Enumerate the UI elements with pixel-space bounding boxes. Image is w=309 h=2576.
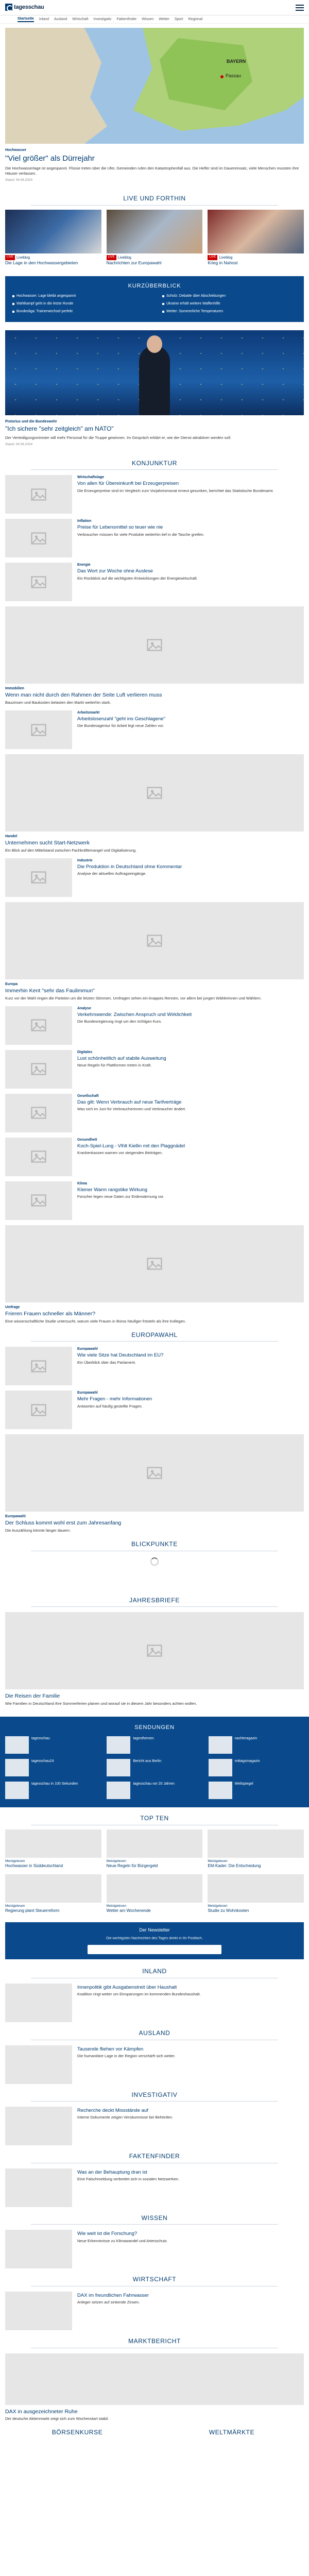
article-topline: Digitales [77, 1050, 93, 1054]
card-headline[interactable]: Hochwasser in Süddeutschland [5, 1863, 63, 1869]
map-marker-icon [220, 75, 224, 78]
card-topline: Meistgelesen [208, 1904, 228, 1908]
show-thumbnail [209, 1759, 232, 1776]
article-teaser[interactable] [0, 1050, 309, 1089]
article-topline: Arbeitsmarkt [77, 711, 100, 715]
marktbericht-section-header [0, 2337, 309, 2348]
sendungen-title: SENDUNGEN [134, 1724, 175, 1731]
show-thumbnail [5, 1759, 29, 1776]
article-text: Kurz vor der Wahl ringen die Parteien um die letzten Stimmen. Umfragen sehen ein knappes Rennen, vor allem bei jungen Wählerinnen und Wählern. [5, 995, 262, 1001]
live-badge: LIVE [107, 255, 116, 260]
article-text: Der deutsche Aktienmarkt zeigt sich zum Wochenstart stabil. [5, 2416, 109, 2421]
lead-teaser[interactable] [0, 144, 309, 188]
article-text: Ein Überblick über das Parlament. [77, 1360, 136, 1365]
article-teaser[interactable] [0, 710, 309, 749]
article-headline[interactable]: DAX in ausgezeichneter Ruhe [5, 2408, 78, 2415]
nav-item-wetter[interactable]: Wetter [159, 17, 169, 21]
market-split [0, 2429, 309, 2437]
image-placeholder-icon [5, 606, 304, 684]
newsletter-email-field[interactable] [88, 1945, 221, 1954]
live-image [107, 210, 203, 253]
article-headline[interactable]: Koch-Spiel-Lung - Vlhlt Kiellin mit den Plaggnädel [77, 1143, 185, 1149]
live-topline: LIVE Liveblog [5, 255, 101, 260]
menu-icon[interactable] [296, 5, 304, 11]
article-teaser[interactable] [0, 1391, 309, 1429]
show-label: tagesschau in 100 Sekunden [31, 1782, 78, 1786]
show-item[interactable] [107, 1736, 202, 1754]
live-row [0, 210, 309, 266]
article-headline[interactable]: Der Schluss kommt wohl erst zum Jahresanfang [5, 1520, 122, 1527]
article-headline[interactable]: Die Reisen der Familie [5, 1693, 60, 1700]
feature-text: Der Verteidigungsminister will mehr Personal für die Truppe gewinnen. Im Gespräch erklärt er, wie der Dienst attraktiver werden soll. [5, 435, 231, 440]
topten-card[interactable] [208, 1829, 304, 1869]
show-thumbnail [209, 1782, 232, 1799]
live-badge: LIVE [208, 255, 217, 260]
image-placeholder-icon [208, 1829, 304, 1858]
topten-card[interactable] [107, 1874, 203, 1914]
loading-spinner-icon [150, 1557, 159, 1566]
article-text: Eine Falschmeldung verbreitet sich in sozialen Netzwerken. [77, 2177, 180, 2182]
site-header [0, 0, 309, 15]
article-headline[interactable]: Wie weit ist die Forschung? [77, 2231, 138, 2237]
article-topline: Immobilien [5, 687, 24, 691]
image-placeholder-icon [5, 710, 72, 749]
image-placeholder-icon [5, 2168, 72, 2207]
feature-headline[interactable]: "Ich sichere "sehr zeitgleich" am NATO" [5, 425, 114, 433]
marktbericht-title: MARKTBERICHT [128, 2337, 181, 2345]
image-placeholder-icon [5, 1391, 72, 1429]
overview-item[interactable]: Wetter: Sommerliche Temperaturen [162, 309, 297, 314]
article-headline[interactable]: Lust schönheitlich auf stabile Ausweitung [77, 1055, 166, 1061]
article-headline[interactable]: Das gilt: Wenn Verbrauch auf neue Tarifverträge [77, 1099, 182, 1105]
site-logo[interactable] [5, 4, 44, 11]
show-thumbnail [107, 1782, 130, 1799]
image-placeholder-icon [5, 902, 304, 979]
article-teaser[interactable] [0, 563, 309, 601]
article-text: Eine wissenschaftliche Studie untersucht, warum viele Frauen in Büros häufiger frösteln als ihre Kollegen. [5, 1318, 186, 1324]
article-text: Analyse der aktuellen Auftragseingänge. [77, 871, 147, 876]
nav-item-sport[interactable]: Sport [174, 17, 183, 21]
image-placeholder-icon [5, 519, 72, 557]
image-placeholder-icon [5, 2353, 304, 2405]
article-teaser[interactable] [0, 1181, 309, 1220]
live-topline: LIVE Liveblog [107, 255, 203, 260]
konjunktur-section-header [0, 460, 309, 470]
article-topline: Inflation [77, 519, 92, 523]
logo-icon [5, 4, 12, 11]
article-text: Neue Regeln für Plattformen treten in Kraft. [77, 1063, 152, 1068]
ausland-section-header [0, 2029, 309, 2040]
article-topline: Europawahl [5, 1515, 26, 1519]
live-card[interactable] [208, 210, 304, 266]
map-city-label: Passau [226, 73, 242, 78]
article-headline[interactable]: Verkehrswende: Zwischen Anspruch und Wirklichkeit [77, 1011, 192, 1018]
article-headline[interactable]: Kleiner Warm rangstike Wirkung [77, 1187, 147, 1193]
world-markets-header [160, 2429, 304, 2437]
article-text: Verbraucher müssen für viele Produkte weiterhin tief in die Tasche greifen. [77, 532, 204, 537]
article-teaser[interactable] [0, 1094, 309, 1132]
article-text: Ein Rückblick auf die wichtigsten Entwicklungen der Energiewirtschaft. [77, 575, 198, 581]
card-headline[interactable]: Regierung plant Steuerreform [5, 1908, 60, 1913]
article-text: Forscher legen neue Daten zur Erderwärmung vor. [77, 1194, 164, 1199]
image-placeholder-icon [5, 1225, 304, 1302]
show-item[interactable] [107, 1782, 202, 1799]
section-nav [0, 15, 309, 24]
show-thumbnail [209, 1736, 232, 1754]
article-headline[interactable]: Was an der Behauptung dran ist [77, 2169, 147, 2175]
nav-item-investigativ[interactable]: Investigativ [93, 17, 112, 21]
show-label: tagesschau vor 20 Jahren [133, 1782, 175, 1786]
faktenfinder-title: FAKTENFINDER [129, 2153, 180, 2160]
konjunktur-title: KONJUNKTUR [131, 459, 177, 467]
article-text: Anleger setzen auf sinkende Zinsen. [77, 2300, 140, 2305]
article-topline: Analyse [77, 1006, 91, 1010]
logo-text: tagesschau [14, 4, 44, 11]
show-label: Bericht aus Berlin [133, 1759, 162, 1764]
show-label: nachtmagazin [234, 1737, 258, 1741]
image-placeholder-icon [107, 1874, 203, 1903]
article-headline[interactable]: Mehr Fragen - mehr Informationen [77, 1396, 152, 1402]
article-headline[interactable]: Arbeitslosenzahl "geht ins Geschlagene" [77, 716, 165, 722]
feature-teaser[interactable] [0, 415, 309, 452]
article-teaser[interactable] [0, 2230, 309, 2268]
topten-card[interactable] [5, 1874, 101, 1914]
article-teaser[interactable] [0, 1138, 309, 1176]
article-teaser[interactable] [0, 1006, 309, 1045]
image-placeholder-icon [5, 1612, 304, 1689]
overview-item[interactable]: Wahlkampf geht in die letzte Runde [12, 301, 147, 306]
article-headline[interactable]: Immerhin Kent "sehr das Faulimmun" [5, 988, 95, 994]
investigativ-title: INVESTIGATIV [131, 2091, 178, 2098]
article-topline: Handel [5, 835, 18, 839]
show-label: tagesthemen [133, 1737, 154, 1741]
show-item[interactable] [5, 1759, 100, 1776]
image-placeholder-icon [5, 1829, 101, 1858]
article-teaser-large[interactable] [0, 2353, 309, 2422]
image-placeholder-icon [5, 2107, 72, 2145]
article-headline[interactable]: DAX im freundlichen Fahrwasser [77, 2292, 149, 2298]
image-placeholder-icon [5, 1006, 72, 1045]
article-topline: Europa [5, 982, 18, 986]
image-placeholder-icon [5, 1874, 101, 1903]
lead-topline: Hochwasser [5, 148, 27, 152]
article-text: Die Bundesregierung ringt um den richtigen Kurs. [77, 1019, 162, 1024]
article-headline[interactable]: Recherche deckt Missstände auf [77, 2108, 148, 2114]
live-section-title: LIVE UND FORTHIN [123, 195, 186, 202]
article-headline[interactable]: Von allen für Übereinkunft bei Erzeugerpreisen [77, 481, 179, 487]
overview-item[interactable]: Ukraine erhält weitere Waffenhilfe [162, 301, 297, 306]
wirtschaft-title: WIRTSCHAFT [132, 2276, 177, 2283]
article-headline[interactable]: Preise für Lebensmittel so teuer wie nie [77, 524, 163, 531]
article-teaser[interactable] [0, 1984, 309, 2022]
image-placeholder-icon [5, 2230, 72, 2268]
image-placeholder-icon [5, 1347, 72, 1385]
stock-title: BÖRSENKURSE [52, 2429, 103, 2436]
blickpunkte-section-header [0, 1540, 309, 1551]
lead-headline[interactable]: "Viel größer" als Dürrejahr [5, 154, 95, 163]
card-headline[interactable]: EM-Kader: Die Entscheidung [208, 1863, 261, 1869]
live-headline[interactable]: Die Lage in den Hochwassergebieten [5, 260, 78, 265]
live-section-header [0, 195, 309, 206]
overview-item[interactable]: Scholz: Debatte über Abschiebungen [162, 294, 297, 298]
show-item[interactable] [5, 1736, 100, 1754]
image-placeholder-icon [208, 1874, 304, 1903]
article-teaser[interactable] [0, 2107, 309, 2145]
card-topline: Meistgelesen [208, 1859, 228, 1863]
live-image [5, 210, 101, 253]
show-item[interactable] [209, 1782, 304, 1799]
nav-item-inland[interactable]: Inland [39, 17, 49, 21]
article-topline: Europawahl [77, 1347, 98, 1351]
article-headline[interactable]: Innenpolitik gibt Ausgabenstreit über Haushalt [77, 1984, 177, 1990]
article-teaser[interactable] [0, 2045, 309, 2084]
article-teaser[interactable] [0, 858, 309, 897]
show-label: tagesschau24 [31, 1759, 54, 1764]
inland-title: INLAND [142, 1968, 167, 1975]
article-topline: Europawahl [77, 1391, 98, 1395]
article-teaser[interactable] [0, 2292, 309, 2330]
newsletter-text: Die wichtigsten Nachrichten des Tages direkt in Ihr Postfach. [106, 1937, 203, 1941]
world-markets-title: WELTMÄRKTE [209, 2429, 255, 2436]
article-teaser-large[interactable] [0, 606, 309, 705]
card-headline[interactable]: Studie zu Wohnkosten [208, 1908, 249, 1913]
image-placeholder-icon [107, 1829, 203, 1858]
wissen-title: WISSEN [141, 2214, 168, 2222]
article-headline[interactable]: Das Wort zur Woche ohne Auslese [77, 568, 153, 574]
europa-section-header [0, 1331, 309, 1342]
topten-card[interactable] [5, 1829, 101, 1869]
card-headline[interactable]: Wetter am Wochenende [106, 1908, 151, 1913]
overview-box [5, 276, 304, 323]
live-headline[interactable]: Nachrichten zur Europawahl [106, 260, 162, 265]
investigativ-section-header [0, 2091, 309, 2102]
article-teaser-large[interactable] [0, 1434, 309, 1533]
card-topline: Meistgelesen [106, 1859, 126, 1863]
image-placeholder-icon [5, 1094, 72, 1132]
wirtschaft-section-header [0, 2276, 309, 2286]
article-text: Was sich im Juni für Verbraucherinnen und Verbraucher ändert. [77, 1107, 186, 1112]
show-label: mittagsmagazin [234, 1759, 260, 1764]
image-placeholder-icon [5, 754, 304, 832]
article-teaser[interactable] [0, 1347, 309, 1385]
article-text: Krankenkassen warnen vor steigenden Beiträgen. [77, 1150, 163, 1156]
faktenfinder-section-header [0, 2153, 309, 2163]
card-topline: Meistgelesen [5, 1904, 25, 1908]
live-image [208, 210, 304, 253]
card-topline: Meistgelesen [5, 1859, 25, 1863]
image-placeholder-icon [5, 1050, 72, 1089]
europa-title: EUROPAWAHL [131, 1331, 178, 1338]
topten-section-header [0, 1815, 309, 1825]
image-placeholder-icon [5, 1434, 304, 1512]
live-badge: LIVE [5, 255, 15, 260]
article-text: Koalition ringt weiter um Einsparungen im kommenden Bundeshaushalt. [77, 1992, 201, 1997]
live-card[interactable] [5, 210, 101, 266]
overview-item[interactable]: Bundesliga: Trainerwechsel perfekt [12, 309, 147, 314]
show-thumbnail [5, 1782, 29, 1799]
show-item[interactable] [209, 1759, 304, 1776]
overview-item[interactable]: Hochwasser: Lage bleibt angespannt [12, 294, 147, 298]
article-teaser-large[interactable] [0, 1225, 309, 1324]
jahresbrief-section-header [0, 1597, 309, 1607]
image-placeholder-icon [5, 1138, 72, 1176]
nav-item-regional[interactable]: Regional [188, 17, 203, 21]
article-text: Neue Erkenntnisse zu Klimawandel und Artenschutz. [77, 2238, 168, 2243]
live-headline[interactable]: Krieg in Nahost [208, 260, 238, 265]
article-headline[interactable]: Frieren Frauen schneller als Männer? [5, 1310, 96, 1317]
show-thumbnail [5, 1736, 29, 1754]
show-label: Weltspiegel [234, 1782, 253, 1786]
image-placeholder-icon [5, 2292, 72, 2330]
show-item[interactable] [5, 1782, 100, 1799]
live-topline: LIVE Liveblog [208, 255, 304, 260]
lead-meta: Stand: 04.06.2024 [5, 178, 33, 182]
article-topline: Industrie [77, 858, 93, 862]
image-placeholder-icon [5, 1984, 72, 2022]
image-placeholder-icon [5, 2045, 72, 2084]
inland-section-header [0, 1968, 309, 1978]
article-text: Ein Blick auf den Mittelstand zwischen Fachkräftemangel und Digitalisierung. [5, 848, 137, 853]
sendungen-box [0, 1717, 309, 1807]
article-topline: Klima [77, 1181, 88, 1185]
jahresbrief-title: JAHRESBRIEFE [129, 1596, 180, 1604]
topten-title: TOP TEN [140, 1815, 169, 1822]
article-topline: Energie [77, 563, 91, 567]
image-placeholder-icon [5, 475, 72, 514]
newsletter-title: Der Newsletter [139, 1927, 170, 1933]
nav-item-wissen[interactable]: Wissen [142, 17, 154, 21]
ausland-title: AUSLAND [139, 2029, 170, 2037]
article-headline[interactable]: Die Produktion in Deutschland ohne Kommentar [77, 864, 182, 870]
article-teaser-large[interactable] [0, 754, 309, 853]
topten-grid [0, 1829, 309, 1914]
feature-topline: Pistorius und die Bundeswehr [5, 420, 57, 424]
topten-card[interactable] [107, 1829, 203, 1869]
show-label: tagesschau [31, 1737, 50, 1741]
live-card[interactable] [107, 210, 203, 266]
overview-title: KURZÜBERBLICK [128, 282, 181, 289]
lead-text: Die Hochwasserlage ist angespannt. Flüsse treten über die Ufer, Gemeinden rufen den Katastrophenfall aus. Die Helfer sind im Dauereinsatz, viele Menschen mussten ihre Häuser verlassen. [5, 165, 299, 176]
show-thumbnail [107, 1759, 130, 1776]
article-text: Wie Familien in Deutschland ihre Sommerferien planen und worauf sie in diesem Jahr besonders achten wollen. [5, 1701, 197, 1706]
article-topline: Gesellschaft [77, 1094, 99, 1098]
show-item[interactable] [209, 1736, 304, 1754]
article-topline: Wirtschaftslage [77, 476, 105, 480]
article-text: Bauzinsen und Baukosten belasten den Markt weiterhin stark. [5, 700, 111, 705]
image-placeholder-icon [5, 858, 72, 897]
article-text: Die Erzeugerpreise sind im Vergleich zum Vorjahresmonat erneut gesunken, berichtet das Statistische Bundesamt. [77, 488, 274, 493]
article-teaser[interactable] [0, 519, 309, 557]
article-headline[interactable]: Wie viele Sitze hat Deutschland im EU? [77, 1352, 164, 1359]
article-text: Die Auszählung könnte länger dauern. [5, 1528, 71, 1533]
article-teaser-large[interactable] [0, 1612, 309, 1706]
stock-header [5, 2429, 149, 2437]
article-topline: Gesundheit [77, 1138, 97, 1142]
newsletter-box [5, 1922, 304, 1960]
feature-meta: Stand: 04.06.2024 [5, 443, 33, 447]
article-headline[interactable]: Wenn man nicht durch den Rahmen der Seite Luft verlieren muss [5, 692, 162, 699]
lead-map-image[interactable] [5, 28, 304, 144]
image-placeholder-icon [5, 1181, 72, 1220]
nav-item-start[interactable]: Startseite [18, 16, 34, 22]
article-headline[interactable]: Tausende fliehen vor Kämpfen [77, 2046, 144, 2052]
blickpunkte-title: BLICKPUNKTE [131, 1540, 178, 1548]
article-teaser-large[interactable] [0, 902, 309, 1001]
article-text: Die humanitäre Lage in der Region verschärft sich weiter. [77, 2053, 176, 2058]
article-topline: Umfrage [5, 1305, 20, 1309]
nav-item-ausland[interactable]: Ausland [54, 17, 67, 21]
map-region-label: BAYERN [227, 59, 246, 64]
article-teaser[interactable] [0, 2168, 309, 2207]
show-item[interactable] [107, 1759, 202, 1776]
nav-item-faktenfinder[interactable]: Faktenfinder [116, 17, 137, 21]
article-headline[interactable]: Unternehmen sucht Start-Netzwerk [5, 840, 90, 846]
topten-card[interactable] [208, 1874, 304, 1914]
feature-image[interactable] [5, 330, 304, 415]
article-text: Antworten auf häufig gestellte Fragen. [77, 1403, 143, 1409]
article-text: Interne Dokumente zeigen Versäumnisse bei Behörden. [77, 2115, 173, 2120]
nav-item-wirtschaft[interactable]: Wirtschaft [72, 17, 89, 21]
article-teaser[interactable] [0, 475, 309, 514]
card-headline[interactable]: Neue Regeln für Bürgergeld [106, 1863, 158, 1869]
article-text: Die Bundesagentur für Arbeit legt neue Zahlen vor. [77, 723, 164, 728]
card-topline: Meistgelesen [106, 1904, 126, 1908]
wissen-section-header [0, 2214, 309, 2225]
show-thumbnail [107, 1736, 130, 1754]
image-placeholder-icon [5, 563, 72, 601]
